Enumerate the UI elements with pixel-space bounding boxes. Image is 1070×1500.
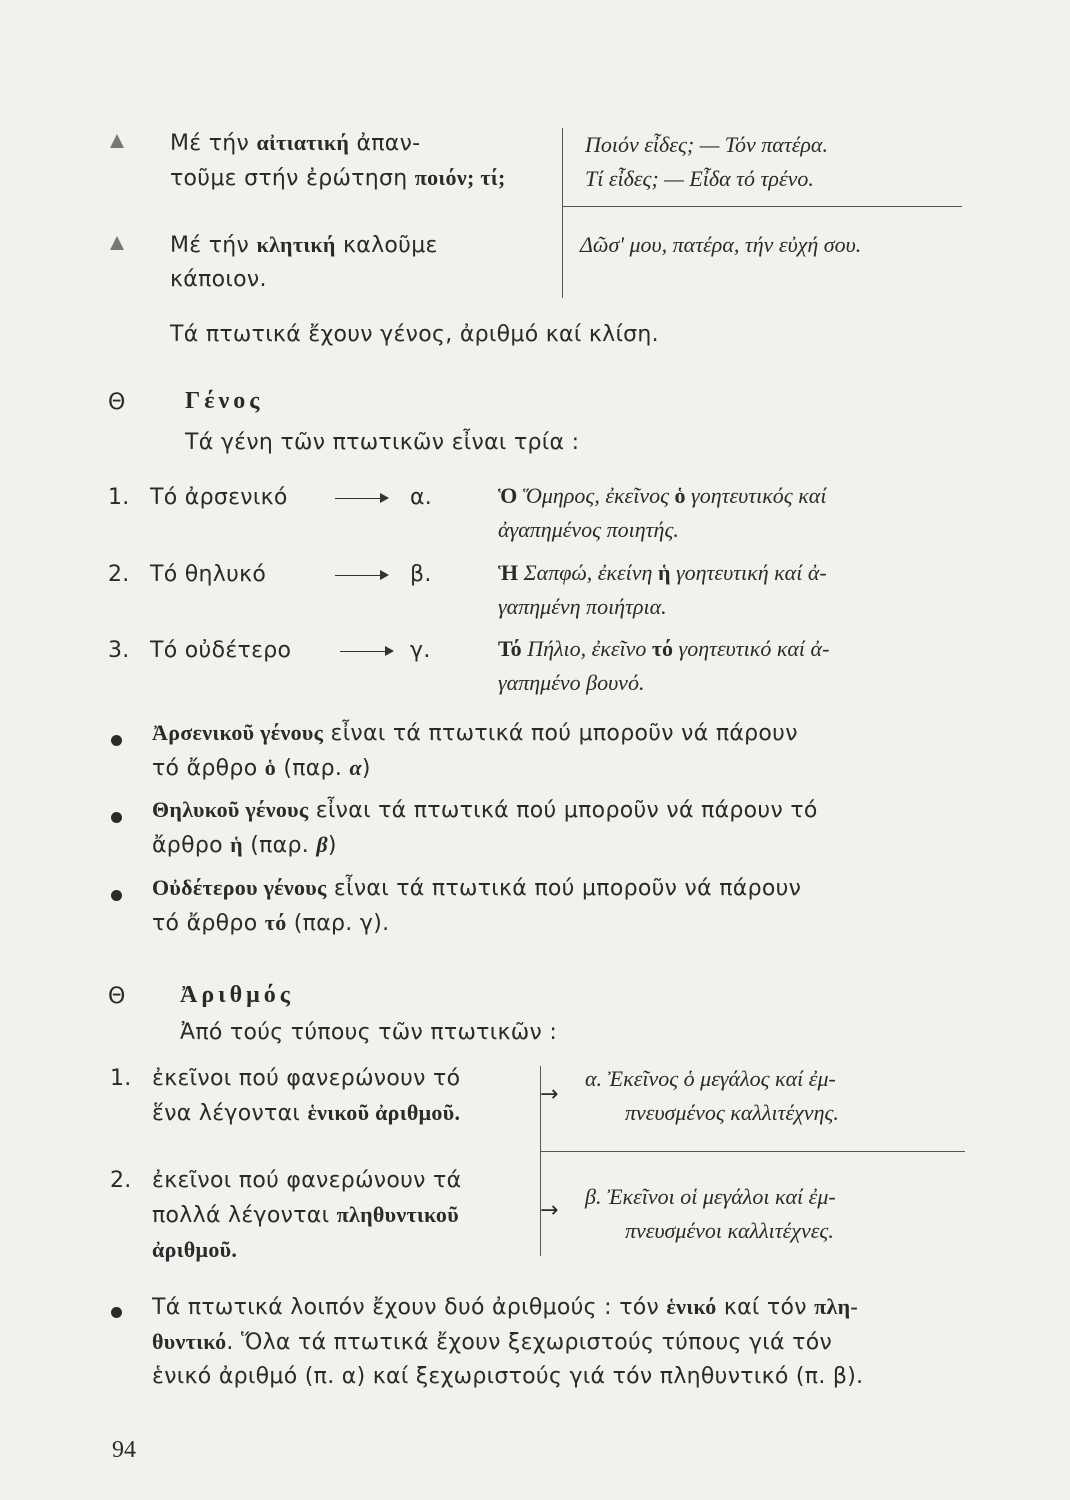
gender-label: Τό ἀρσενικό <box>150 485 288 510</box>
vocative-rule: Μέ τήν κλητική καλοῦμε κάποιον. <box>170 232 438 292</box>
triangle-marker-icon <box>110 236 124 250</box>
section-heading-arithmos: Ἀριθμός <box>180 982 294 1008</box>
section-marker-icon: Θ <box>108 390 126 415</box>
right-arrow-icon <box>335 575 387 576</box>
right-arrow-icon <box>335 498 387 499</box>
section-marker-icon: Θ <box>108 984 126 1009</box>
accusative-rule: Μέ τήν αἰτιατική ἀπαν- τοῦμε στήν ἐρώτηση ποιόν; τί; <box>170 130 506 191</box>
table-divider-vertical <box>562 128 563 298</box>
table-divider-horizontal <box>540 1151 965 1152</box>
number-summary: Τά πτωτικά λοιπόν ἔχουν δυό ἀριθμούς : τόν ἑνικό καί τόν πλη- θυντικό. Ὅλα τά πτωτικά ἔχουν ξεχωριστούς τύπους γιά τόν ἑνικό ἀριθμό (π. α) καί ξεχωριστούς γιά τόν πληθυντικό (π. β). <box>152 1294 864 1389</box>
page-number: 94 <box>112 1437 136 1463</box>
gender-rule-feminine: Θηλυκοῦ γένους εἶναι τά πτωτικά πού μποροῦν νά πάρουν τό ἄρθρο ἡ (παρ. β) <box>152 797 818 858</box>
number-item-text: ἐκεῖνοι πού φανερώνουν τό ἕνα λέγονται ἑνικοῦ ἀριθμοῦ. <box>152 1066 461 1126</box>
section-heading-genos: Γένος <box>185 388 264 414</box>
gender-item-number: 1. <box>108 485 130 510</box>
bullet-dot-icon <box>111 1307 122 1318</box>
triangle-marker-icon <box>110 134 124 148</box>
right-arrow-icon: → <box>540 1198 559 1223</box>
bullet-dot-icon <box>111 890 122 901</box>
right-arrow-icon: → <box>540 1082 559 1107</box>
bullet-dot-icon <box>111 735 122 746</box>
gender-label: Τό θηλυκό <box>150 562 267 587</box>
vocative-example: Δῶσ' μου, πατέρα, τήν εὐχή σου. <box>580 232 862 257</box>
right-arrow-icon <box>340 651 392 652</box>
number-item-text: ἐκεῖνοι πού φανερώνουν τά πολλά λέγονται πληθυντικοῦ ἀριθμοῦ. <box>152 1168 462 1262</box>
summary-line: Τά πτωτικά ἔχουν γένος, ἀριθμό καί κλίση. <box>170 322 659 347</box>
gender-item-number: 2. <box>108 562 130 587</box>
table-divider-horizontal <box>562 206 962 207</box>
gender-rule-neuter: Οὐδέτερου γένους εἶναι τά πτωτικά πού μποροῦν νά πάρουν τό ἄρθρο τό (παρ. γ). <box>152 875 802 936</box>
gender-example: Τό Πήλιο, ἐκεῖνο τό γοητευτικό καί ἀ- γαπημένο βουνό. <box>498 636 830 695</box>
gender-item-number: 3. <box>108 638 130 663</box>
number-item-number: 2. <box>110 1168 132 1193</box>
arithmos-intro: Ἀπό τούς τύπους τῶν πτωτικῶν : <box>180 1020 558 1045</box>
bullet-dot-icon <box>111 812 122 823</box>
gender-label: Τό οὐδέτερο <box>150 638 292 663</box>
gender-example: Ὁ Ὅμηρος, ἐκεῖνος ὁ γοητευτικός καί ἀγαπημένος ποιητής. <box>498 483 827 542</box>
gender-letter: β. <box>410 562 432 587</box>
gender-letter: α. <box>410 485 433 510</box>
gender-example: Ἡ Σαπφώ, ἐκείνη ἡ γοητευτική καί ἀ- γαπημένη ποιήτρια. <box>498 560 827 619</box>
accusative-example: Ποιόν εἶδες; — Τόν πατέρα. Τί εἶδες; — Εἶδα τό τρένο. <box>585 132 828 191</box>
genos-intro: Τά γένη τῶν πτωτικῶν εἶναι τρία : <box>185 430 580 455</box>
gender-rule-masculine: Ἀρσενικοῦ γένους εἶναι τά πτωτικά πού μποροῦν νά πάρουν τό ἄρθρο ὁ (παρ. α) <box>152 720 798 781</box>
gender-letter: γ. <box>410 638 431 663</box>
number-item-number: 1. <box>110 1066 132 1091</box>
number-example: α. Ἐκεῖνος ὁ μεγάλος καί ἐμ- πνευσμένος καλλιτέχνης. <box>585 1066 839 1125</box>
number-example: β. Ἐκεῖνοι οἱ μεγάλοι καί ἐμ- πνευσμένοι καλλιτέχνες. <box>585 1184 836 1243</box>
